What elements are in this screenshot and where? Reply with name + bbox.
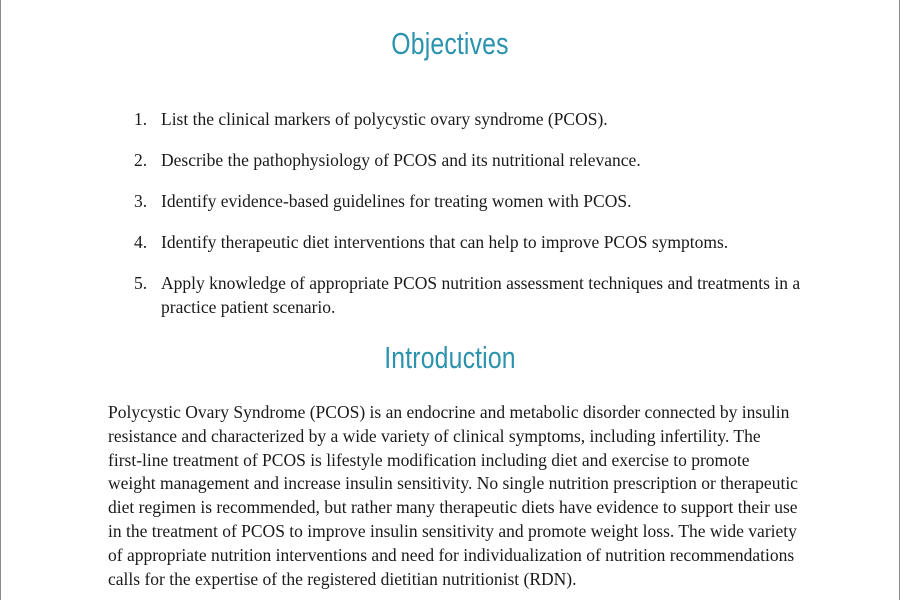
objectives-list [134,107,834,336]
list-item [134,107,834,131]
list-item-text: Describe the pathophysiology of PCOS and its nutritional relevance. [161,150,641,170]
list-item-number: 3. [134,191,148,211]
objectives-heading: Objectives [391,26,509,61]
introduction-heading: Introduction [384,340,516,375]
list-item-number: 4. [134,232,148,252]
list-item [134,271,834,319]
list-item-text: List the clinical markers of polycystic ovary syndrome (PCOS). [161,109,608,129]
list-item-number: 1. [134,109,148,129]
list-item-number: 2. [134,150,148,170]
introduction-paragraph: Polycystic Ovary Syndrome (PCOS) is an endocrine and metabolic disorder connected by insulin resistance and characterized by a wide variety of clinical symptoms, including infertility. The first-line treatment of PCOS is lifestyle modification including diet and exercise to promote weight management and increase insulin sensitivity. No single nutrition prescription or therapeutic diet regimen is recommended, but rather many therapeutic diets have evidence to support their use in the treatment of PCOS to improve insulin sensitivity and promote weight loss. The wide variety of appropriate nutrition interventions and need for individualization of nutrition recommendations calls for the expertise of the registered dietitian nutritionist (RDN). [108,402,798,589]
list-item [134,189,834,213]
list-item-text: Identify evidence-based guidelines for treating women with PCOS. [161,191,632,211]
list-item-text: Identify therapeutic diet interventions that can help to improve PCOS symptoms. [161,232,729,252]
list-item-text: Apply knowledge of appropriate PCOS nutrition assessment techniques and treatments in a practice patient scenario. [161,273,801,317]
list-item [134,148,834,172]
list-item-number: 5. [134,273,148,293]
list-item [134,230,834,254]
